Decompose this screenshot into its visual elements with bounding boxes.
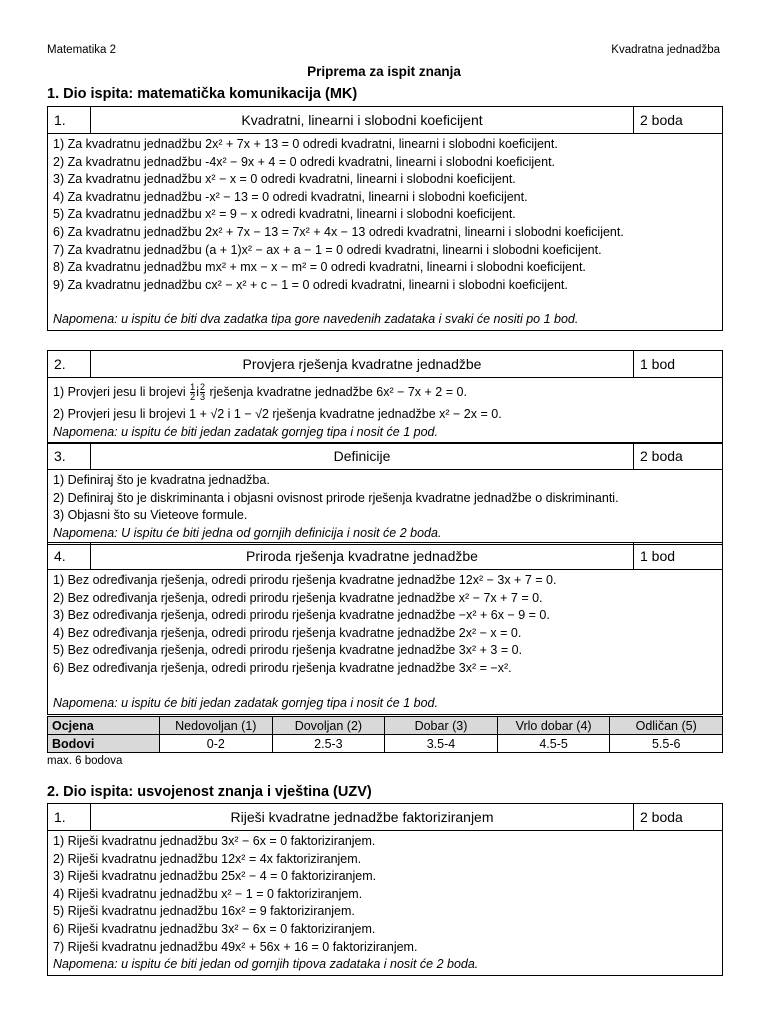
fraction-denominator: 2 — [190, 392, 196, 403]
task-conjunction: i — [196, 385, 199, 399]
grading-row-points — [48, 735, 723, 753]
fraction-two-thirds — [200, 383, 205, 402]
task-item: 7) Riješi kvadratnu jednadžbu 49x² + 56x + 16 = 0 faktoriziranjem. — [53, 939, 418, 954]
points-range-cell: 5.5-6 — [610, 735, 723, 753]
grade-cell: Dovoljan (2) — [272, 717, 385, 735]
section-body — [48, 831, 723, 976]
task-item: 1) Riješi kvadratnu jednadžbu 3x² − 6x = 0 faktoriziranjem. — [53, 834, 376, 848]
grade-cell: Dobar (3) — [385, 717, 498, 735]
task-item: 2) Definiraj što je diskriminanta i objasni ovisnost prirode rješenja kvadratne jednadžbe o diskriminanti. — [53, 490, 619, 505]
grading-table — [47, 716, 723, 753]
header-topic: Kvadratna jednadžba — [611, 44, 720, 56]
section-body — [48, 134, 723, 331]
grading-label-bodovi: Bodovi — [48, 735, 160, 753]
fraction-numerator: 1 — [190, 382, 196, 393]
task-item: 8) Za kvadratnu jednadžbu mx² + mx − x − m² = 0 odredi kvadratni, linearni i slobodni koeficijent. — [53, 260, 586, 275]
section-points: 1 bod — [634, 543, 723, 570]
task-item: 2) Riješi kvadratnu jednadžbu 12x² = 4x faktoriziranjem. — [53, 851, 362, 866]
task-item: 1) Definiraj što je kvadratna jednadžba. — [53, 473, 270, 487]
grading-label-ocjena: Ocjena — [48, 717, 160, 735]
task-item: 2) Provjeri jesu li brojevi 1 + √2 i 1 − √2 rješenja kvadratne jednadžbe x² − 2x = 0. — [53, 407, 502, 421]
section-number: 2. — [48, 351, 91, 378]
points-range-cell: 0-2 — [160, 735, 273, 753]
task-item: 5) Riješi kvadratnu jednadžbu 16x² = 9 faktoriziranjem. — [53, 904, 355, 919]
task-item: 3) Bez određivanja rješenja, odredi prirodu rješenja kvadratne jednadžbe −x² + 6x − 9 = 0. — [53, 608, 550, 623]
section-table-solution-check — [47, 350, 723, 444]
task-item: 3) Riješi kvadratnu jednadžbu 25x² − 4 = 0 faktoriziranjem. — [53, 869, 377, 884]
fraction-numerator: 2 — [199, 382, 205, 393]
max-points-text: max. 6 bodova — [47, 755, 123, 767]
grade-cell: Nedovoljan (1) — [160, 717, 273, 735]
task-suffix: rješenja kvadratne jednadžbe 6x² − 7x + 2 = 0. — [209, 385, 467, 399]
section-number: 1. — [48, 804, 91, 831]
fraction-denominator: 3 — [199, 392, 205, 403]
section-body — [48, 570, 723, 715]
section-note: Napomena: u ispitu će biti jedan zadatak gornjeg tipa i nosit će 1 bod. — [53, 695, 438, 710]
section-note: Napomena: u ispitu će biti jedan zadatak gornjeg tipa i nosit će 1 pod. — [53, 425, 438, 439]
task-item: 6) Za kvadratnu jednadžbu 2x² + 7x − 13 = 7x² + 4x − 13 odredi kvadratni, linearni i slobodni koeficijent. — [53, 224, 624, 239]
section-title: Definicije — [91, 443, 634, 470]
part1-title: 1. Dio ispita: matematička komunikacija (MK) — [47, 86, 358, 102]
grading-row-grades — [48, 717, 723, 735]
section-points: 2 boda — [634, 804, 723, 831]
task-item: 5) Za kvadratnu jednadžbu x² = 9 − x odredi kvadratni, linearni i slobodni koeficijent. — [53, 207, 516, 222]
task-item — [53, 380, 717, 404]
grade-cell: Odličan (5) — [610, 717, 723, 735]
task-item: 6) Riješi kvadratnu jednadžbu 3x² − 6x = 0 faktoriziranjem. — [53, 921, 376, 936]
task-item: 5) Bez određivanja rješenja, odredi prirodu rješenja kvadratne jednadžbe 3x² + 3 = 0. — [53, 643, 523, 658]
section-note: Napomena: U ispitu će biti jedna od gornjih definicija i nosit će 2 boda. — [53, 525, 442, 540]
task-item: 2) Za kvadratnu jednadžbu -4x² − 9x + 4 = 0 odredi kvadratni, linearni i slobodni koeficijent. — [53, 154, 556, 169]
task-item: 3) Za kvadratnu jednadžbu x² − x = 0 odredi kvadratni, linearni i slobodni koeficijent. — [53, 172, 516, 187]
section-body — [48, 470, 723, 545]
points-range-cell: 2.5-3 — [272, 735, 385, 753]
fraction-one-half — [190, 383, 195, 402]
section-number: 1. — [48, 107, 91, 134]
task-item: 3) Objasni što su Vieteove formule. — [53, 508, 248, 523]
task-item: 2) Bez određivanja rješenja, odredi prirodu rješenja kvadratne jednadžbe x² − 7x + 7 = 0. — [53, 590, 543, 605]
grade-cell: Vrlo dobar (4) — [497, 717, 610, 735]
section-body — [48, 378, 723, 444]
part2-title: 2. Dio ispita: usvojenost znanja i vještina (UZV) — [47, 784, 372, 800]
section-points: 2 boda — [634, 443, 723, 470]
section-points: 2 boda — [634, 107, 723, 134]
section-table-factorization — [47, 803, 723, 976]
task-item: 9) Za kvadratnu jednadžbu cx² − x² + c − 1 = 0 odredi kvadratni, linearni i slobodni koeficijent. — [53, 277, 568, 292]
section-number: 4. — [48, 543, 91, 570]
section-table-definitions — [47, 442, 723, 545]
section-note: Napomena: u ispitu će biti jedan od gornjih tipova zadataka i nosit će 2 boda. — [53, 957, 479, 972]
section-number: 3. — [48, 443, 91, 470]
task-item: 4) Riješi kvadratnu jednadžbu x² − 1 = 0 faktoriziranjem. — [53, 886, 363, 901]
page-title: Priprema za ispit znanja — [307, 64, 461, 79]
task-prefix: 1) Provjeri jesu li brojevi — [53, 385, 186, 399]
section-title: Provjera rješenja kvadratne jednadžbe — [91, 351, 634, 378]
section-points: 1 bod — [634, 351, 723, 378]
section-title: Kvadratni, linearni i slobodni koeficijent — [91, 107, 634, 134]
task-item: 4) Za kvadratnu jednadžbu -x² − 13 = 0 odredi kvadratni, linearni i slobodni koeficijent. — [53, 189, 528, 204]
section-title: Riješi kvadratne jednadžbe faktoriziranjem — [91, 804, 634, 831]
task-item: 7) Za kvadratnu jednadžbu (a + 1)x² − ax + a − 1 = 0 odredi kvadratni, linearni i slobodni koeficijent. — [53, 242, 602, 257]
header-subject: Matematika 2 — [47, 44, 117, 56]
points-range-cell: 4.5-5 — [497, 735, 610, 753]
task-item: 6) Bez određivanja rješenja, odredi prirodu rješenja kvadratne jednadžbe 3x² = −x². — [53, 660, 512, 675]
section-title: Priroda rješenja kvadratne jednadžbe — [91, 543, 634, 570]
section-note: Napomena: u ispitu će biti dva zadatka tipa gore navedenih zadataka i svaki će nositi po 1 bod. — [53, 312, 579, 327]
section-table-nature-of-roots — [47, 542, 723, 715]
section-table-coefficients — [47, 106, 723, 331]
task-item: 1) Za kvadratnu jednadžbu 2x² + 7x + 13 = 0 odredi kvadratni, linearni i slobodni koeficijent. — [53, 137, 558, 151]
points-range-cell: 3.5-4 — [385, 735, 498, 753]
task-item: 1) Bez određivanja rješenja, odredi prirodu rješenja kvadratne jednadžbe 12x² − 3x + 7 = 0. — [53, 573, 557, 587]
task-item: 4) Bez određivanja rješenja, odredi prirodu rješenja kvadratne jednadžbe 2x² − x = 0. — [53, 625, 522, 640]
